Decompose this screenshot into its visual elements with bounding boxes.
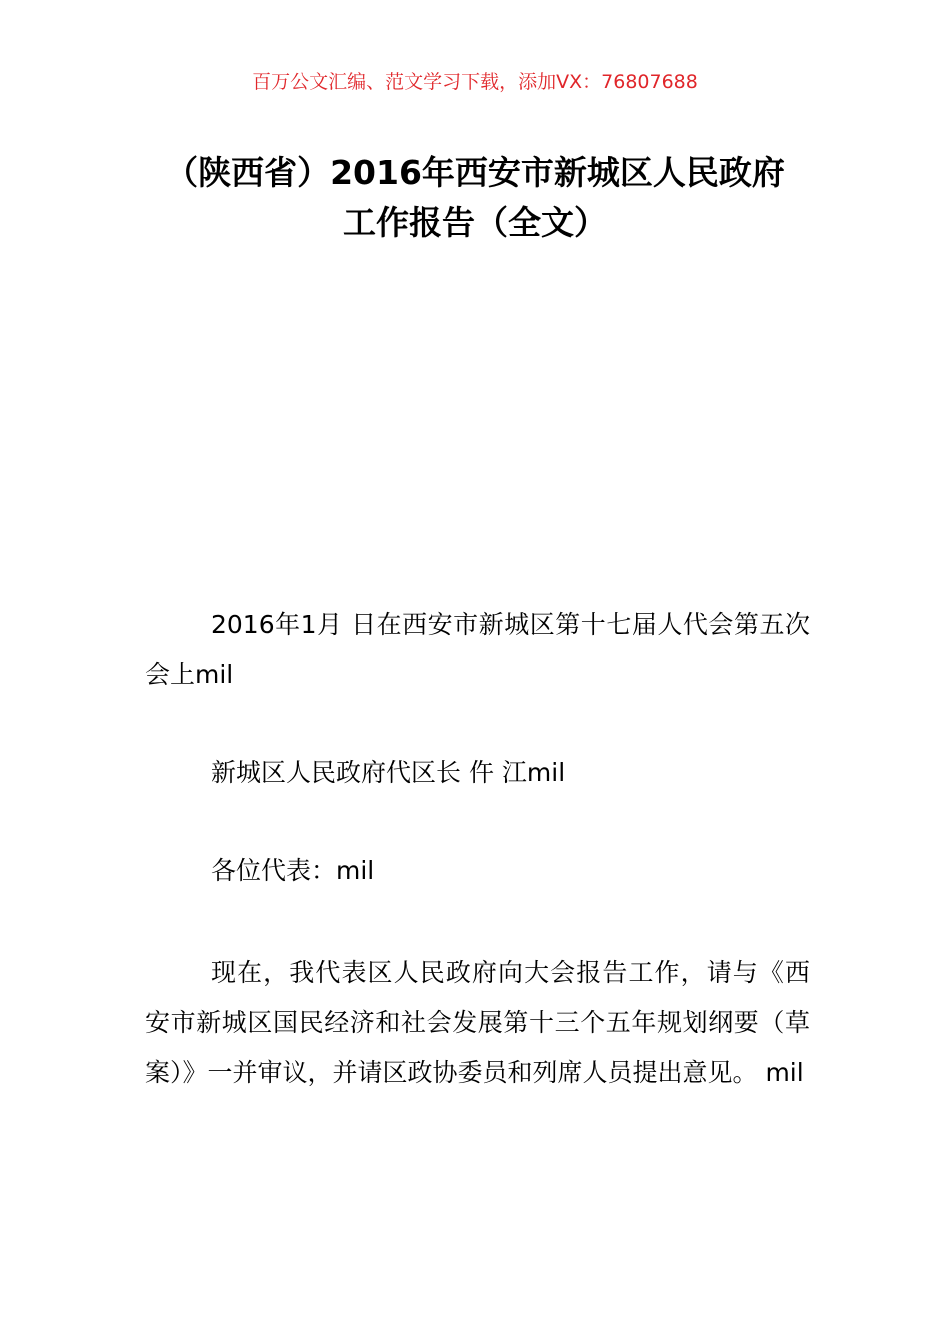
paragraph-date-session xyxy=(145,600,810,700)
document-title xyxy=(130,148,820,248)
title-line-1: （陕西省）2016年西安市新城区人民政府 xyxy=(165,153,785,192)
paragraph-text: 现在，我代表区人民政府向大会报告工作，请与《西安市新城区国民经济和社会发展第十三个五年规划纲要（草案）》一并审议，并请区政协委员和列席人员提出意见。 mil xyxy=(145,958,810,1087)
paragraph-text: 新城区人民政府代区长 仵 江mil xyxy=(211,758,566,787)
title-line-2: 工作报告（全文） xyxy=(343,203,607,242)
paragraph-opening xyxy=(145,948,810,1098)
promo-header-note: 百万公文汇编、范文学习下载，添加VX：76807688 xyxy=(252,71,698,93)
paragraph-speaker xyxy=(145,748,810,798)
paragraph-salutation xyxy=(145,846,810,896)
paragraph-text: 各位代表：mil xyxy=(211,856,375,885)
paragraph-text: 2016年1月 日在西安市新城区第十七届人代会第五次会上mil xyxy=(145,610,810,689)
